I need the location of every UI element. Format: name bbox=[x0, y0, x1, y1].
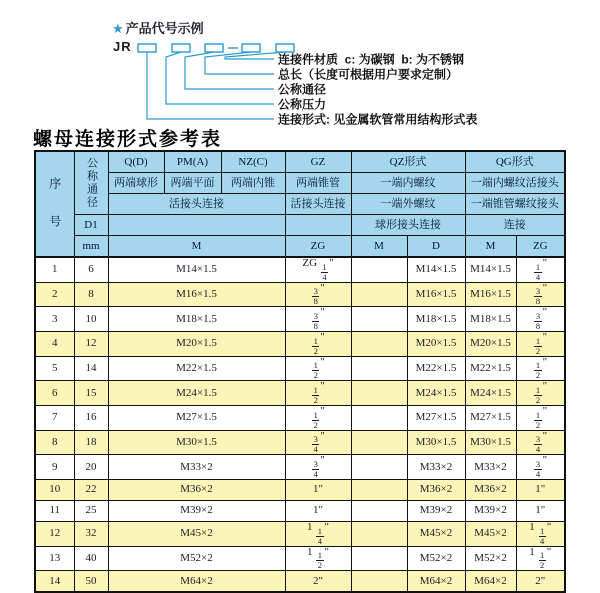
dn-cell: 50 bbox=[74, 571, 108, 593]
qg-m-value-cell: M22×1.5 bbox=[465, 356, 516, 381]
m-value-cell: M64×2 bbox=[108, 571, 285, 593]
qz-m-value-cell bbox=[351, 405, 407, 430]
header-col-qz: QZ形式 bbox=[351, 151, 465, 173]
header-blank-gz bbox=[285, 215, 351, 236]
diagram-title bbox=[112, 18, 204, 37]
gz-value-cell: 1 $\frac{1}{2}$ " bbox=[285, 546, 351, 571]
callout-line-pressure bbox=[166, 52, 274, 104]
qz-m-value-cell bbox=[351, 455, 407, 480]
fraction: $\frac{1}{2}$ bbox=[535, 385, 541, 406]
m-value-cell: M27×1.5 bbox=[108, 405, 285, 430]
table-header bbox=[35, 151, 565, 257]
qg-m-value-cell: M36×2 bbox=[465, 479, 516, 500]
gz-value-cell: $\frac{1}{2}$ " bbox=[285, 405, 351, 430]
fraction: $\frac{1}{4}$ bbox=[540, 525, 545, 546]
qg-zg-value-cell: 1 $\frac{1}{2}$ " bbox=[516, 546, 565, 571]
header-gz-zg: ZG bbox=[285, 236, 351, 258]
product-code-prefix: JR bbox=[113, 39, 132, 54]
header-qz-row3: 一端外螺纹 bbox=[351, 194, 465, 215]
dn-cell: 16 bbox=[74, 405, 108, 430]
table-row bbox=[35, 571, 565, 593]
qg-m-value-cell: M24×1.5 bbox=[465, 381, 516, 406]
qz-d-value-cell: M52×2 bbox=[407, 546, 465, 571]
header-sub-pm: 两端平面 bbox=[164, 173, 221, 194]
qz-d-value-cell: M30×1.5 bbox=[407, 430, 465, 455]
qg-zg-value-cell: $\frac{1}{2}$ " bbox=[516, 356, 565, 381]
m-value-cell: M24×1.5 bbox=[108, 381, 285, 406]
qz-d-value-cell: M45×2 bbox=[407, 521, 465, 546]
seq-cell: 2 bbox=[35, 282, 74, 307]
seq-cell: 5 bbox=[35, 356, 74, 381]
callout-label-length: 总长（长度可根据用户要求定制） bbox=[278, 67, 459, 82]
header-dn bbox=[74, 151, 108, 215]
dn-cell: 25 bbox=[74, 500, 108, 521]
table-row bbox=[35, 257, 565, 282]
dn-cell: 10 bbox=[74, 307, 108, 332]
header-col-gz: GZ bbox=[285, 151, 351, 173]
gz-value-cell: $\frac{1}{2}$ " bbox=[285, 356, 351, 381]
gz-value-cell: $\frac{1}{2}$ " bbox=[285, 331, 351, 356]
qg-zg-value-cell: $\frac{1}{2}$ " bbox=[516, 381, 565, 406]
header-seq-label: 序号 bbox=[47, 176, 62, 253]
diagram-title-text: 产品代号示例 bbox=[125, 21, 204, 36]
table-row bbox=[35, 430, 565, 455]
header-mm: mm bbox=[74, 236, 108, 258]
gz-value-cell: 2" bbox=[285, 571, 351, 593]
qz-d-value-cell: M33×2 bbox=[407, 455, 465, 480]
table-row bbox=[35, 331, 565, 356]
qz-d-value-cell: M27×1.5 bbox=[407, 405, 465, 430]
dn-cell: 32 bbox=[74, 521, 108, 546]
fraction: $\frac{1}{4}$ bbox=[535, 261, 541, 282]
fraction: $\frac{1}{2}$ bbox=[535, 409, 541, 430]
code-box-4 bbox=[242, 44, 260, 52]
fraction: $\frac{1}{4}$ bbox=[317, 525, 322, 546]
fraction: $\frac{3}{4}$ bbox=[535, 434, 541, 455]
header-col-pm: PM(A) bbox=[164, 151, 221, 173]
m-value-cell: M16×1.5 bbox=[108, 282, 285, 307]
seq-cell: 7 bbox=[35, 405, 74, 430]
qg-m-value-cell: M14×1.5 bbox=[465, 257, 516, 282]
qg-m-value-cell: M33×2 bbox=[465, 455, 516, 480]
header-gz-live-joint: 活接头连接 bbox=[285, 194, 351, 215]
qg-m-value-cell: M27×1.5 bbox=[465, 405, 516, 430]
header-qz-d: D bbox=[407, 236, 465, 258]
qz-d-value-cell: M20×1.5 bbox=[407, 331, 465, 356]
gz-value-cell: 1" bbox=[285, 500, 351, 521]
header-col-nz: NZ(C) bbox=[221, 151, 285, 173]
callout-line-material bbox=[225, 52, 285, 59]
qz-d-value-cell: M36×2 bbox=[407, 479, 465, 500]
qg-m-value-cell: M16×1.5 bbox=[465, 282, 516, 307]
qg-zg-value-cell: $\frac{3}{8}$ " bbox=[516, 282, 565, 307]
gz-value-cell: $\frac{3}{4}$ " bbox=[285, 430, 351, 455]
dn-cell: 12 bbox=[74, 331, 108, 356]
qz-m-value-cell bbox=[351, 571, 407, 593]
qz-d-value-cell: M24×1.5 bbox=[407, 381, 465, 406]
seq-cell: 9 bbox=[35, 455, 74, 480]
code-box-group bbox=[138, 44, 294, 52]
qz-m-value-cell bbox=[351, 356, 407, 381]
dn-cell: 15 bbox=[74, 381, 108, 406]
header-qg-zg: ZG bbox=[516, 236, 565, 258]
header-dn-label: 公称通径 bbox=[85, 156, 98, 209]
qz-d-value-cell: M18×1.5 bbox=[407, 307, 465, 332]
fraction: $\frac{1}{2}$ bbox=[540, 550, 545, 571]
seq-cell: 13 bbox=[35, 546, 74, 571]
qz-d-value-cell: M39×2 bbox=[407, 500, 465, 521]
qz-d-value-cell: M16×1.5 bbox=[407, 282, 465, 307]
qg-zg-value-cell: $\frac{3}{8}$ " bbox=[516, 307, 565, 332]
header-seq bbox=[35, 151, 74, 257]
header-qg-m: M bbox=[465, 236, 516, 258]
dn-cell: 40 bbox=[74, 546, 108, 571]
fraction: $\frac{1}{2}$ bbox=[535, 360, 541, 381]
callout-line-diameter bbox=[185, 52, 274, 89]
header-qg-row2: 一端内螺纹活接头 bbox=[465, 173, 565, 194]
fraction: $\frac{3}{4}$ bbox=[535, 459, 541, 479]
seq-cell: 4 bbox=[35, 331, 74, 356]
header-qg-row4: 连接 bbox=[465, 215, 565, 236]
dn-cell: 18 bbox=[74, 430, 108, 455]
qz-m-value-cell bbox=[351, 546, 407, 571]
qg-zg-value-cell: 1" bbox=[516, 500, 565, 521]
fraction: $\frac{1}{2}$ bbox=[313, 360, 318, 381]
qz-d-value-cell: M22×1.5 bbox=[407, 356, 465, 381]
m-value-cell: M18×1.5 bbox=[108, 307, 285, 332]
fraction: $\frac{3}{8}$ bbox=[313, 311, 318, 332]
fraction: $\frac{3}{4}$ bbox=[313, 434, 318, 455]
table-row bbox=[35, 521, 565, 546]
code-box-1 bbox=[138, 44, 156, 52]
fraction: $\frac{1}{2}$ bbox=[535, 335, 541, 356]
header-sub-nz: 两端内锥 bbox=[221, 173, 285, 194]
qg-m-value-cell: M30×1.5 bbox=[465, 430, 516, 455]
fraction: $\frac{3}{8}$ bbox=[313, 286, 318, 307]
table-title: 螺母连接形式参考表 bbox=[33, 129, 223, 150]
fraction: $\frac{3}{8}$ bbox=[535, 286, 541, 307]
qz-d-value-cell: M14×1.5 bbox=[407, 257, 465, 282]
qg-zg-value-cell: 1" bbox=[516, 479, 565, 500]
qg-m-value-cell: M45×2 bbox=[465, 521, 516, 546]
seq-cell: 10 bbox=[35, 479, 74, 500]
table-row bbox=[35, 381, 565, 406]
header-blank-wide bbox=[108, 215, 285, 236]
header-m-span: M bbox=[108, 236, 285, 258]
nut-connection-table bbox=[34, 150, 566, 593]
fraction: $\frac{1}{4}$ bbox=[322, 261, 327, 282]
header-qz-m: M bbox=[351, 236, 407, 258]
qg-m-value-cell: M39×2 bbox=[465, 500, 516, 521]
dn-cell: 20 bbox=[74, 455, 108, 480]
dn-cell: 22 bbox=[74, 479, 108, 500]
m-value-cell: M39×2 bbox=[108, 500, 285, 521]
seq-cell: 3 bbox=[35, 307, 74, 332]
header-qg-row3: 一端锥管螺纹接头 bbox=[465, 194, 565, 215]
qg-zg-value-cell: $\frac{1}{2}$ " bbox=[516, 331, 565, 356]
code-box-3 bbox=[205, 44, 223, 52]
qz-m-value-cell bbox=[351, 307, 407, 332]
callout-label-material: 连接件材质 c: 为碳钢 b: 为不锈钢 bbox=[278, 52, 465, 67]
dn-cell: 8 bbox=[74, 282, 108, 307]
m-value-cell: M45×2 bbox=[108, 521, 285, 546]
qg-zg-value-cell: $\frac{3}{4}$ " bbox=[516, 455, 565, 480]
callout-label-pressure: 公称压力 bbox=[278, 97, 327, 112]
fraction: $\frac{3}{4}$ bbox=[313, 459, 318, 479]
qz-d-value-cell: M64×2 bbox=[407, 571, 465, 593]
header-qz-row2: 一端内螺纹 bbox=[351, 173, 465, 194]
m-value-cell: M20×1.5 bbox=[108, 331, 285, 356]
qg-zg-value-cell: 2" bbox=[516, 571, 565, 593]
header-d1: D1 bbox=[74, 215, 108, 236]
fraction: $\frac{1}{2}$ bbox=[317, 550, 322, 571]
product-code-diagram bbox=[0, 0, 600, 132]
qg-zg-value-cell: 1 $\frac{1}{4}$ " bbox=[516, 521, 565, 546]
header-col-q: Q(D) bbox=[108, 151, 164, 173]
seq-cell: 12 bbox=[35, 521, 74, 546]
table-row bbox=[35, 546, 565, 571]
fraction: $\frac{1}{2}$ bbox=[313, 409, 318, 430]
qg-m-value-cell: M20×1.5 bbox=[465, 331, 516, 356]
qz-m-value-cell bbox=[351, 430, 407, 455]
gz-value-cell: ZG $\frac{1}{4}$ " bbox=[285, 257, 351, 282]
qg-m-value-cell: M18×1.5 bbox=[465, 307, 516, 332]
qz-m-value-cell bbox=[351, 257, 407, 282]
table-row bbox=[35, 356, 565, 381]
callout-label-diameter: 公称通径 bbox=[278, 82, 327, 97]
header-sub-q: 两端球形 bbox=[108, 173, 164, 194]
code-box-2 bbox=[172, 44, 190, 52]
m-value-cell: M52×2 bbox=[108, 546, 285, 571]
table-row bbox=[35, 405, 565, 430]
qz-m-value-cell bbox=[351, 479, 407, 500]
qg-zg-value-cell: $\frac{1}{2}$ " bbox=[516, 405, 565, 430]
qz-m-value-cell bbox=[351, 381, 407, 406]
gz-value-cell: 1" bbox=[285, 479, 351, 500]
qz-m-value-cell bbox=[351, 521, 407, 546]
qg-zg-value-cell: $\frac{1}{4}$ " bbox=[516, 257, 565, 282]
m-value-cell: M36×2 bbox=[108, 479, 285, 500]
header-live-joint: 活接头连接 bbox=[108, 194, 285, 215]
m-value-cell: M30×1.5 bbox=[108, 430, 285, 455]
gz-value-cell: $\frac{3}{4}$ " bbox=[285, 455, 351, 480]
gz-value-cell: $\frac{3}{8}$ " bbox=[285, 282, 351, 307]
fraction: $\frac{1}{2}$ bbox=[313, 385, 318, 406]
dn-cell: 6 bbox=[74, 257, 108, 282]
seq-cell: 1 bbox=[35, 257, 74, 282]
header-col-qg: QG形式 bbox=[465, 151, 565, 173]
seq-cell: 6 bbox=[35, 381, 74, 406]
fraction: $\frac{3}{8}$ bbox=[535, 311, 541, 332]
table-row bbox=[35, 455, 565, 480]
m-value-cell: M22×1.5 bbox=[108, 356, 285, 381]
table-body bbox=[35, 257, 565, 592]
seq-cell: 8 bbox=[35, 430, 74, 455]
table-row bbox=[35, 479, 565, 500]
callout-label-connection: 连接形式: 见金属软管常用结构形式表 bbox=[278, 112, 478, 127]
header-qz-row4: 球形接头连接 bbox=[351, 215, 465, 236]
qg-m-value-cell: M52×2 bbox=[465, 546, 516, 571]
qz-m-value-cell bbox=[351, 282, 407, 307]
header-sub-gz: 两端锥管 bbox=[285, 173, 351, 194]
gz-value-cell: $\frac{3}{8}$ " bbox=[285, 307, 351, 332]
m-value-cell: M14×1.5 bbox=[108, 257, 285, 282]
gz-value-cell: 1 $\frac{1}{4}$ " bbox=[285, 521, 351, 546]
qz-m-value-cell bbox=[351, 500, 407, 521]
seq-cell: 14 bbox=[35, 571, 74, 593]
table-row bbox=[35, 282, 565, 307]
qg-zg-value-cell: $\frac{3}{4}$ " bbox=[516, 430, 565, 455]
fraction: $\frac{1}{2}$ bbox=[313, 335, 318, 356]
callout-line-group bbox=[147, 52, 285, 119]
table-row bbox=[35, 500, 565, 521]
qz-m-value-cell bbox=[351, 331, 407, 356]
gz-value-cell: $\frac{1}{2}$ " bbox=[285, 381, 351, 406]
dn-cell: 14 bbox=[74, 356, 108, 381]
seq-cell: 11 bbox=[35, 500, 74, 521]
star-icon: ★ bbox=[112, 21, 124, 36]
table-row bbox=[35, 307, 565, 332]
m-value-cell: M33×2 bbox=[108, 455, 285, 480]
qg-m-value-cell: M64×2 bbox=[465, 571, 516, 593]
